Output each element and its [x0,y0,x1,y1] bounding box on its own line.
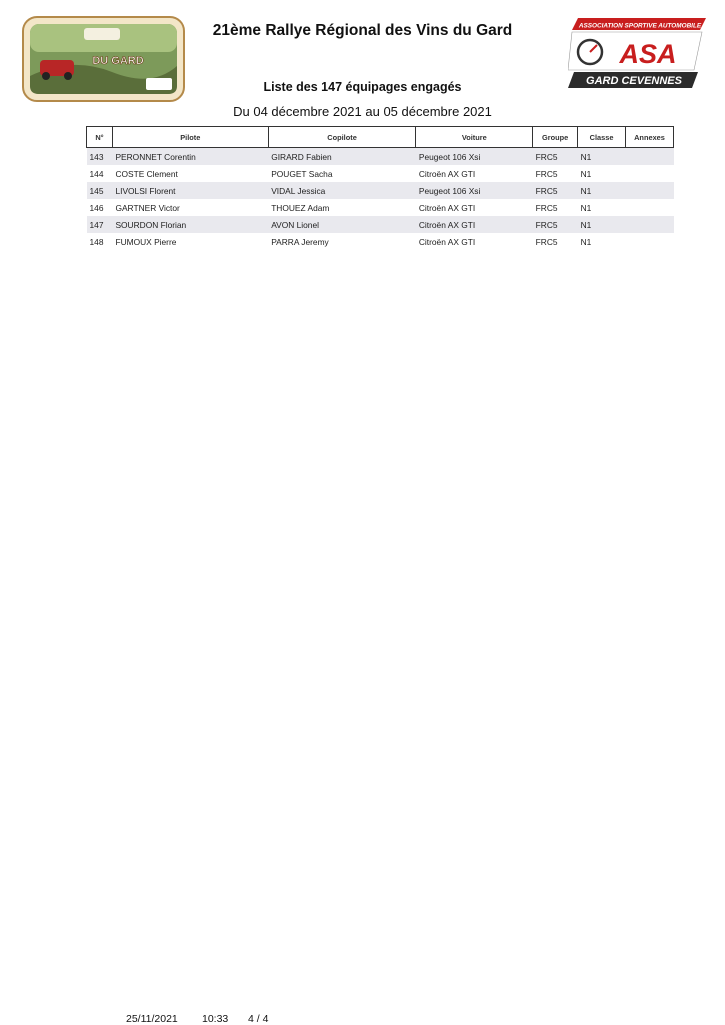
cell-number: 145 [87,182,113,199]
table-row [87,165,674,182]
cell-classe: N1 [580,202,592,213]
cell-annexes [626,148,674,166]
cell-copilote: POUGET Sacha [271,168,333,179]
cell-classe: N1 [580,236,592,247]
document-subtitle: Liste des 147 équipages engagés [263,80,462,94]
footer-time: 10:33 [202,1013,229,1025]
cell-classe: N1 [578,216,626,233]
cell-copilote: THOUEZ Adam [271,202,330,213]
footer-date: 25/11/2021 [126,1013,178,1025]
cell-voiture: Citroën AX GTI [416,216,533,233]
cell-voiture: Citroën AX GTI [418,168,476,179]
cell-number: 146 [89,202,104,213]
cell-annexes [626,199,674,216]
cell-annexes [626,216,674,233]
cell-number: 148 [89,236,104,247]
cell-number: 143 [87,148,113,166]
cell-copilote: VIDAL Jessica [268,182,416,199]
table-row [87,233,674,250]
table-row [87,216,674,233]
cell-pilote: SOURDON Florian [112,216,268,233]
event-date-range: Du 04 décembre 2021 au 05 décembre 2021 [233,104,492,119]
rally-plate-logo-text: DU GARD [92,55,144,67]
cell-classe: N1 [578,148,626,166]
col-header-pilote: Pilote [112,127,268,148]
cell-pilote: LIVOLSI Florent [112,182,268,199]
col-header-annexes: Annexes [626,127,674,148]
cell-groupe: FRC5 [535,168,558,179]
col-header-groupe: Groupe [533,127,578,148]
cell-number: 147 [87,216,113,233]
cell-number: 144 [89,168,104,179]
cell-annexes [626,233,674,250]
cell-annexes [626,182,674,199]
cell-groupe: FRC5 [533,182,578,199]
col-header-number: N° [87,127,113,148]
cell-voiture: Citroën AX GTI [418,236,476,247]
table-row [87,182,674,199]
crew-list-table [86,126,674,250]
cell-groupe: FRC5 [533,216,578,233]
cell-groupe: FRC5 [535,236,558,247]
cell-annexes [626,165,674,182]
cell-pilote: COSTE Clement [115,168,178,179]
cell-voiture: Peugeot 106 Xsi [416,182,533,199]
col-header-copilote: Copilote [268,127,416,148]
col-header-voiture: Voiture [416,127,533,148]
document-title: 21ème Rallye Régional des Vins du Gard [212,22,513,39]
cell-copilote: AVON Lionel [268,216,416,233]
cell-voiture: Peugeot 106 Xsi [416,148,533,166]
cell-groupe: FRC5 [533,148,578,166]
cell-pilote: GARTNER Victor [115,202,180,213]
cell-pilote: PERONNET Corentin [112,148,268,166]
asa-logo-mid-text: ASA [619,39,677,69]
cell-copilote: PARRA Jeremy [271,236,329,247]
cell-groupe: FRC5 [535,202,558,213]
cell-classe: N1 [580,168,592,179]
cell-classe: N1 [578,182,626,199]
asa-logo-top-text: ASSOCIATION SPORTIVE AUTOMOBILE [578,22,702,30]
asa-logo-bottom-text: GARD CEVENNES [586,75,682,87]
table-header-row [87,127,674,148]
table-row [87,148,674,166]
cell-pilote: FUMOUX Pierre [115,236,177,247]
cell-copilote: GIRARD Fabien [268,148,416,166]
footer-page-number: 4 / 4 [248,1013,269,1025]
table-row [87,199,674,216]
cell-voiture: Citroën AX GTI [418,202,476,213]
col-header-classe: Classe [578,127,626,148]
